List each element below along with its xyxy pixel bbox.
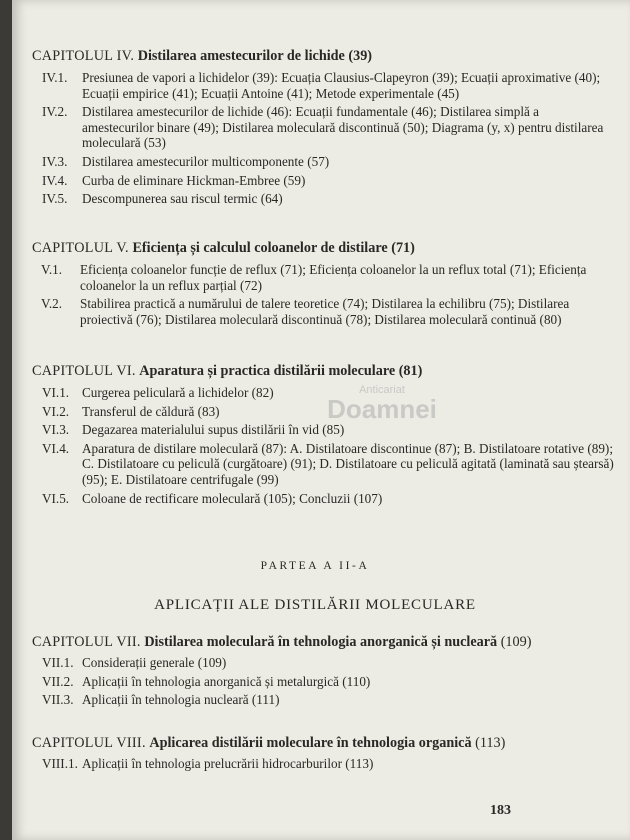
entry-text: Considerații generale (109) [82,655,227,670]
entry-text: Eficiența coloanelor funcție de reflux (71); Eficiența coloanelor la un reflux total (71); Eficiența coloanelor la un reflux parțial (72) [80,262,587,293]
entry-number: VI.4. [42,440,70,456]
chapter-label: CAPITOLUL VII. [32,634,141,650]
entry-number: VI.3. [42,422,70,438]
chapter-title: Distilarea moleculară în tehnologia anorganică și nucleară [144,634,498,650]
chapter-title: Distilarea amestecurilor de lichide (39) [137,48,373,64]
chapter-label: CAPITOLUL VI. [32,363,136,379]
chapter-8 [32,735,614,772]
page-number: 183 [490,803,511,818]
entry-text: Coloane de rectificare moleculară (105); Concluzii (107) [82,490,383,506]
chapter-label: CAPITOLUL IV. [32,48,135,64]
toc-entry [32,422,614,438]
chapter-title: Aplicarea distilării moleculare în tehnologia organică [149,735,472,751]
entry-text: Distilarea amestecurilor multicomponente (57) [82,153,330,169]
entry-text: Curgerea peliculară a lichidelor (82) [82,385,274,400]
part-title: APLICAȚII ALE DISTILĂRII MOLECULARE [154,597,476,613]
toc-entry [32,385,614,401]
chapter-label: CAPITOLUL VIII. [32,735,146,751]
toc-entry [32,491,614,507]
entry-number: V.2. [41,296,63,312]
toc-entry [32,756,614,772]
entry-text: Aplicații în tehnologia prelucrării hidrocarburilor (113) [82,756,374,771]
entry-text: Transferul de căldură (83) [82,403,220,419]
chapter-page: (109) [500,634,532,650]
entry-number: IV.5. [42,191,68,207]
toc-entry [32,173,614,189]
toc-entry [32,674,614,690]
entry-text: Degazarea materialului supus distilării în vid (85) [82,422,345,438]
toc-entry [32,692,614,708]
toc-entry [32,104,614,151]
chapter-4 [32,48,614,207]
chapter-label: CAPITOLUL V. [32,240,129,256]
entry-text: Aplicații în tehnologia nucleară (111) [82,692,280,708]
toc-entry [32,441,614,488]
chapter-heading [32,634,614,651]
chapter-heading [32,240,614,257]
chapter-heading [32,48,614,65]
book-page [12,0,630,840]
entry-number: IV.4. [42,172,68,188]
toc-entry [32,70,614,101]
entry-text: Aparatura de distilare moleculară (87): A. Distilatoare discontinue (87); B. Distilatoare rotative (89); C. Distilatoare cu peliculă (curgătoare) (91); D. Distilatoare cu peliculă agitată (laminată sau ștearsă) (95); E. Distilatoare centrifugale (99) [82,440,614,487]
entry-number: VII.3. [42,692,74,708]
entry-text: Descompunerea sau riscul termic (64) [82,191,283,207]
chapter-page: (113) [475,735,506,751]
entry-text: Stabilirea practică a numărului de talere teoretice (74); Distilarea la echilibru (75); Distilarea proiectivă (76); Distilarea moleculară discontinuă (78); Distilarea moleculară continuă (80) [80,296,570,327]
entry-number: VI.5. [42,490,70,506]
entry-text: Presiunea de vapori a lichidelor (39): Ecuația Clausius-Clapeyron (39); Ecuații aproximative (40); Ecuații empirice (41); Ecuații Antoine (41); Metode experimentale (45) [82,70,601,101]
chapter-title: Eficiența și calculul coloanelor de distilare (71) [132,240,415,256]
toc-entry [32,262,614,293]
toc-entry [32,404,614,420]
entry-number: VI.2. [42,403,70,419]
entry-number: VII.2. [42,673,74,689]
toc-entry [32,655,614,671]
entry-text: Curba de eliminare Hickman-Embree (59) [82,172,306,188]
entry-number: VIII.1. [42,756,78,771]
entry-number: V.1. [41,262,63,277]
entry-number: IV.2. [42,104,68,120]
chapter-6 [32,363,614,506]
entry-text: Aplicații în tehnologia anorganică și metalurgică (110) [82,673,371,689]
toc-entry [32,154,614,170]
entry-number: VI.1. [42,385,70,400]
watermark-main: Doamnei [327,394,437,424]
entry-number: VII.1. [42,655,74,670]
watermark-top: Anticariat [359,384,405,396]
part-label: PARTEA A II-A [260,560,370,572]
chapter-7 [32,634,614,708]
chapter-heading [32,363,614,380]
toc-entry [32,296,614,327]
chapter-heading [32,735,614,752]
chapter-5 [32,240,614,327]
chapter-title: Aparatura și practica distilării moleculare (81) [139,363,423,379]
entry-number: IV.3. [42,153,68,169]
toc-entry [32,191,614,207]
entry-number: IV.1. [42,70,68,85]
entry-text: Distilarea amestecurilor de lichide (46): Ecuații fundamentale (46); Distilarea simplă a amestecurilor binare (49); Distilarea moleculară discontinuă (50); Diagrama (y, x) pentru distilarea moleculară (53) [82,104,604,151]
